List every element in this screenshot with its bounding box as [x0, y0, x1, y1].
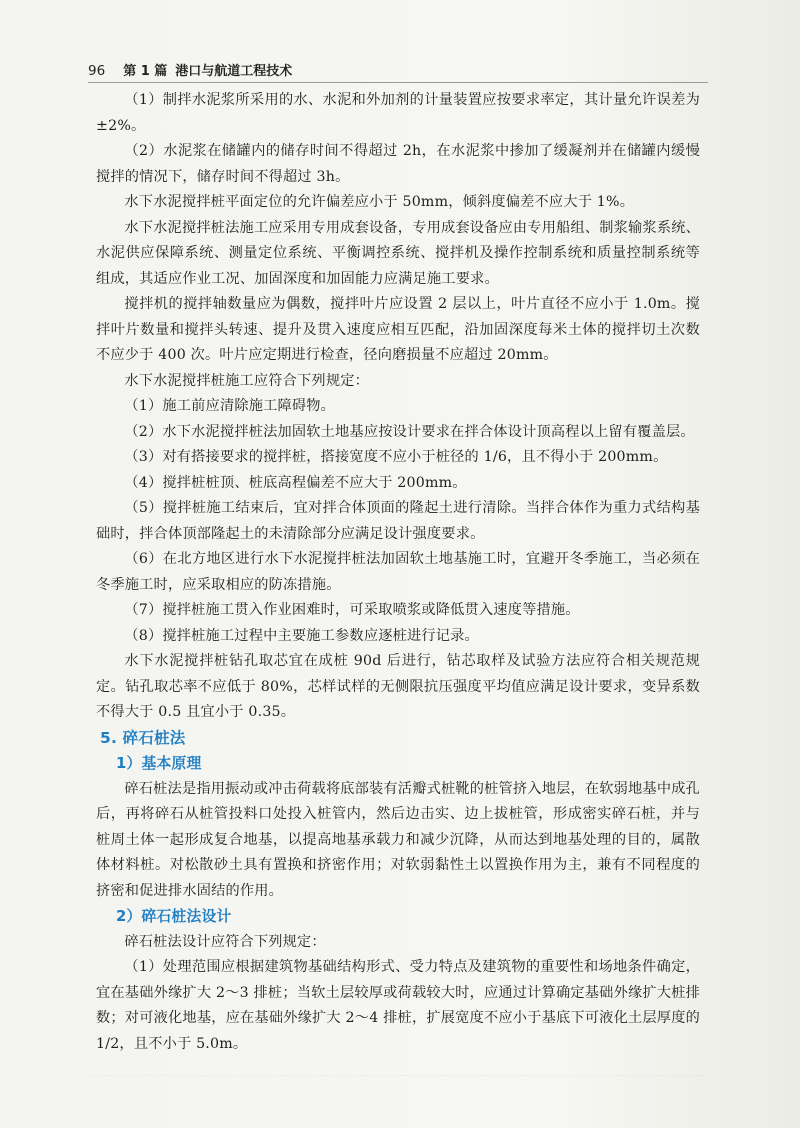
- list-item: （8）搅拌桩施工过程中主要施工参数应逐桩进行记录。: [124, 627, 479, 644]
- paragraph: （2）水泥浆在储罐内的储存时间不得超过 2h，在水泥浆中掺加了缓凝剂并在储罐内缓慢搅拌的情况下，储存时间不得超过 3h。: [96, 143, 700, 185]
- page-body: [96, 88, 700, 1057]
- paragraph: 水下水泥搅拌桩施工应符合下列规定：: [124, 372, 369, 389]
- book-section-title: 港口与航道工程技术: [175, 64, 293, 79]
- section-heading: 5. 碎石桩法: [100, 728, 186, 747]
- subsection-heading: 2）碎石桩法设计: [116, 908, 232, 925]
- list-item: （7）搅拌桩施工贯入作业困难时，可采取喷浆或降低贯入速度等措施。: [124, 602, 580, 618]
- page-bottom-edge: [84, 1075, 704, 1084]
- paragraph: 水下水泥搅拌桩钻孔取芯宜在成桩 90d 后进行，钻芯取样及试验方法应符合相关规范规定。钻孔取芯率不应低于 80%，芯样试样的无侧限抗压强度平均值应满足设计要求，变异系数不得大于 0.5 且宜小于 0.35。: [96, 653, 700, 720]
- running-header: [88, 58, 708, 83]
- list-item: （3）对有搭接要求的搅拌桩，搭接宽度不应小于桩径的 1/6，且不得小于 200mm。: [124, 449, 668, 465]
- list-item: （5）搅拌桩施工结束后，宜对拌合体顶面的隆起土进行清除。当拌合体作为重力式结构基础时，拌合体顶部隆起土的未清除部分应满足设计强度要求。: [96, 500, 700, 542]
- paragraph: 水下水泥搅拌桩平面定位的允许偏差应小于 50mm，倾斜度偏差不应大于 1%。: [124, 194, 635, 210]
- list-item: （1）施工前应清除施工障碍物。: [124, 398, 336, 414]
- paragraph: 水下水泥搅拌桩法施工应采用专用成套设备，专用成套设备应由专用船组、制浆输浆系统、水泥供应保障系统、测量定位系统、平衡调控系统、搅拌机及操作控制系统和质量控制系统等组成，其适应作业工况、加固深度和加固能力应满足施工要求。: [96, 219, 700, 287]
- paragraph: 搅拌机的搅拌轴数量应为偶数，搅拌叶片应设置 2 层以上，叶片直径不应小于 1.0m。搅拌叶片数量和搅拌头转速、提升及贯入速度应相互匹配，沿加固深度每米土体的搅拌切土次数不应少于 400 次。叶片应定期进行检查，径向磨损量不应超过 20mm。: [96, 296, 700, 363]
- part-label: 第 1 篇: [123, 64, 168, 79]
- page-number: 96: [88, 63, 106, 79]
- paragraph: 碎石桩法是指用振动或冲击荷载将底部装有活瓣式桩靴的桩管挤入地层，在软弱地基中成孔后，再将碎石从桩管投料口处投入桩管内，然后边击实、边上拔桩管，形成密实碎石桩，并与桩周土体一起形成复合地基，以提高地基承载力和减少沉降，从而达到地基处理的目的，属散体材料桩。对松散砂土具有置换和挤密作用；对软弱黏性土以置换作用为主，兼有不同程度的挤密和促进排水固结的作用。: [96, 780, 700, 899]
- paragraph: 碎石桩法设计应符合下列规定：: [124, 933, 326, 950]
- subsection-heading: 1）基本原理: [116, 755, 202, 772]
- list-item: （1）处理范围应根据建筑物基础结构形式、受力特点及建筑物的重要性和场地条件确定，宜在基础外缘扩大 2～3 排桩；当软土层较厚或荷载较大时，应通过计算确定基础外缘扩大桩排数；对可液化地基，应在基础外缘扩大 2～4 排桩，扩展宽度不应小于基底下可液化土层厚度的 1/2，且不小于 5.0m。: [96, 959, 700, 1052]
- list-item: （2）水下水泥搅拌桩法加固软土地基应按设计要求在拌合体设计顶高程以上留有覆盖层。: [124, 423, 695, 440]
- list-item: （6）在北方地区进行水下水泥搅拌桩法加固软土地基施工时，宜避开冬季施工，当必须在冬季施工时，应采取相应的防冻措施。: [96, 551, 700, 593]
- paragraph: （1）制拌水泥浆所采用的水、水泥和外加剂的计量装置应按要求率定，其计量允许误差为 ±2%。: [96, 92, 700, 134]
- list-item: （4）搅拌桩桩顶、桩底高程偏差不应大于 200mm。: [124, 474, 467, 491]
